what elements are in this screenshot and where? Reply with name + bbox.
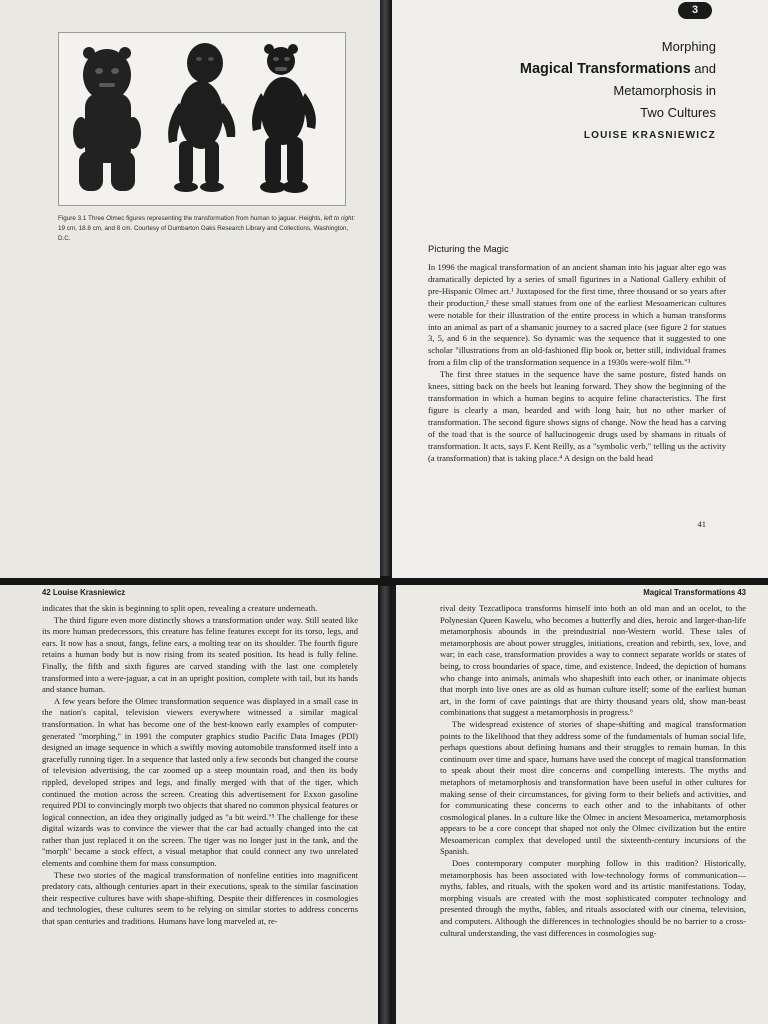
paragraph: indicates that the skin is beginning to split open, revealing a creature underneath. xyxy=(42,603,318,613)
figurine-transforming xyxy=(168,43,235,192)
section-heading: Picturing the Magic xyxy=(428,244,509,255)
paragraph: These two stories of the magical transformation of nonfeline entities into magnificent predatory cats, although centuries apart in their executions, speak to the similar fascination their respective cultures have with shape-shifting. Despite their differences in cosmologies and technologies, these cultures seem to be relying on similar stories to address concerns that span centuries and traditions. Humans have long marveled at, re- xyxy=(42,869,358,927)
body-text xyxy=(428,262,726,464)
chapter-author: LOUISE KRASNIEWICZ xyxy=(583,130,716,141)
figure-caption: Figure 3.1 Three Olmec figures representing the transformation from human to jaguar. Heights, left to right: 19 cm, 18.8 cm, and 8 cm. Courtesy of Dumbarton Oaks Research Library and Collections, Washington, D.C. xyxy=(58,215,356,242)
chapter-title: Morphing Magical Transformations and Metamorphosis in Two Cultures xyxy=(519,39,716,120)
paragraph: The third figure even more distinctly shows a transformation under way. Still seated like its more human predecessors, this creature has feline features except for its torso, legs, and ears. It now has a snout, fangs, feline ears, a molting tear on its shoulder. The fourth figure retains a human body but is now rising from its seated position. Its head is fully feline. Finally, the fifth and sixth figures are carved standing with the last one completely transformed into a were-jaguar, a cat in an upright position, complete with tail, but its hands and stance human. xyxy=(42,614,358,695)
page-43 xyxy=(396,585,768,1024)
chapter-number-badge: 3 xyxy=(678,2,712,19)
running-head: 42 Louise Krasniewicz xyxy=(42,588,126,597)
paragraph: Does contemporary computer morphing follow in this tradition? Historically, metamorphosis has been associated with low-technology forms of communication—myths, fables, and rituals, with the spoken word and its artistic manifestations. Today, morphing visuals are created with the most sophisticated computer technology and presented through the myths, fables, and rituals associated with our cinema, television, and computers. Although the differences in technologies should be no barrier to a cross-cultural understanding, the vast differences in cosmologies sug- xyxy=(440,858,746,938)
page-42 xyxy=(0,585,378,1024)
book-gutter xyxy=(378,0,392,1024)
body-text xyxy=(42,603,358,928)
olmec-figurines-illustration xyxy=(59,33,345,205)
body-text xyxy=(440,603,746,939)
figurine-were-jaguar xyxy=(252,44,316,193)
page-number: 41 xyxy=(697,519,706,529)
paragraph: A few years before the Olmec transformation sequence was displayed in a small case in the nation's capital, television viewers everywhere witnessed a similar magical transformation. In what has become one of the best-known early examples of computer-generated "morphing," in 1991 the computer graphics studio Pacific Data Images (PDI) designed an image sequence in which a swiftly moving automobile transformed itself into a gracefully running tiger. In a sequence that lasted only a few seconds but changed the course of television advertising, the car zoomed up a steep mountain road, and then its body rippled, developed stripes and legs, and finally merged with that of the tiger, which continued the motion across the screen. Creating this advertisement for Exxon gasoline required PDI to convincingly morph two objects that shared no common physical features or logical connection, an idea they originally judged as "a bit weird."⁵ The challenge for these digital wizards was to convince the viewer that the car had actually changed into the cat rather than just replaced it on the screen. The tiger was no longer just in the tank, and the "morph" became a stock effect, a visual metaphor that could connect any two unrelated elements and combine them for mass consumption. xyxy=(42,695,358,869)
olmec-figures-photo xyxy=(58,32,346,206)
page-figure xyxy=(0,0,380,578)
running-head: Magical Transformations 43 xyxy=(643,588,746,597)
paragraph: The first three statues in the sequence have the same posture, fisted hands on knees, sitting back on the heels but leaning forward. They show the beginning of the transformation in which a human begins to acquire feline characteristics. The first figure is clearly a man, bearded and with long hair, but no other marker of transformation. The second figure shows signs of change. Now the head has a carving of the toad that is the source of hallucinogenic drugs used by shamans in rituals of transformation. It acts, says F. Kent Reilly, as a "symbolic verb," telling us the activity (a transformation) that is taking place.⁴ A design on the bald head xyxy=(428,369,726,463)
paragraph: In 1996 the magical transformation of an ancient shaman into his jaguar alter ego was dramatically depicted by a series of small figurines in a National Gallery exhibit of pre-Hispanic Olmec art.¹ Juxtaposed for the first time, three thousand or so years after their production,² these small statues from one of the earliest Mesoamerican cultures were notable for their illustration of the entire process in which a human transforms into an animal as part of a shamanic journey to a sacred place (see figure 2 for statues 3, 5, and 6 in the sequence). So dynamic was the sequence that it suggested to one scholar "illustrations from an old-fashioned flip book or, better still, individual frames from a film clip of the transformation sequence in a 1930s were-wolf film."³ xyxy=(428,262,726,368)
page-chapter-opening xyxy=(392,0,768,578)
figurine-seated-human xyxy=(73,47,141,191)
paragraph: rival deity Tezcatlipoca transforms himself into both an old man and an ocelot, to the Polynesian Queen Kawelu, who becomes a butterfly and dies, heroic and larger-than-life metamorphosis abounds in the preindustrial non-Western world. These tales of metamorphosis are about power struggles, initiations, creation and rebirth, sex, love, and war; in each case, transformation provides a way to connect separate worlds or states of being, to cross boundaries of space, time, and existence. Indeed, the depiction of humans who change into animals, animals who shapeshift into each other, or inanimate objects that morph into live ones are as old as human culture itself; some of the earliest human art, in the form of cave paintings that are thirty thousand years old, show man-beast combinations that suggest a metamorphosis in progress.⁶ xyxy=(440,603,746,718)
paragraph: The widespread existence of stories of shape-shifting and magical transformation points to the likelihood that they address some of the fundamentals of human social life, perhaps questions about defining humans and their struggles to remain human. In this continuum over time and space, humans have used the concept of magical transformation to speak about their most dire concerns and compelling interests. The myths and metaphors of metamorphosis and transformation have been useful in other cultures for making sense of their circumstances, for giving form to their beliefs and activities, and for communicating these concerns to each other and to the inhabitants of other cosmological planes. In a culture like the Olmec in ancient Mesoamerica, metamorphosis appears to be a core concept that shaped not only the Olmec civilization but the entire Mesoamerican complex that developed until the sixteenth-century incursions of the Spanish. xyxy=(440,718,746,857)
